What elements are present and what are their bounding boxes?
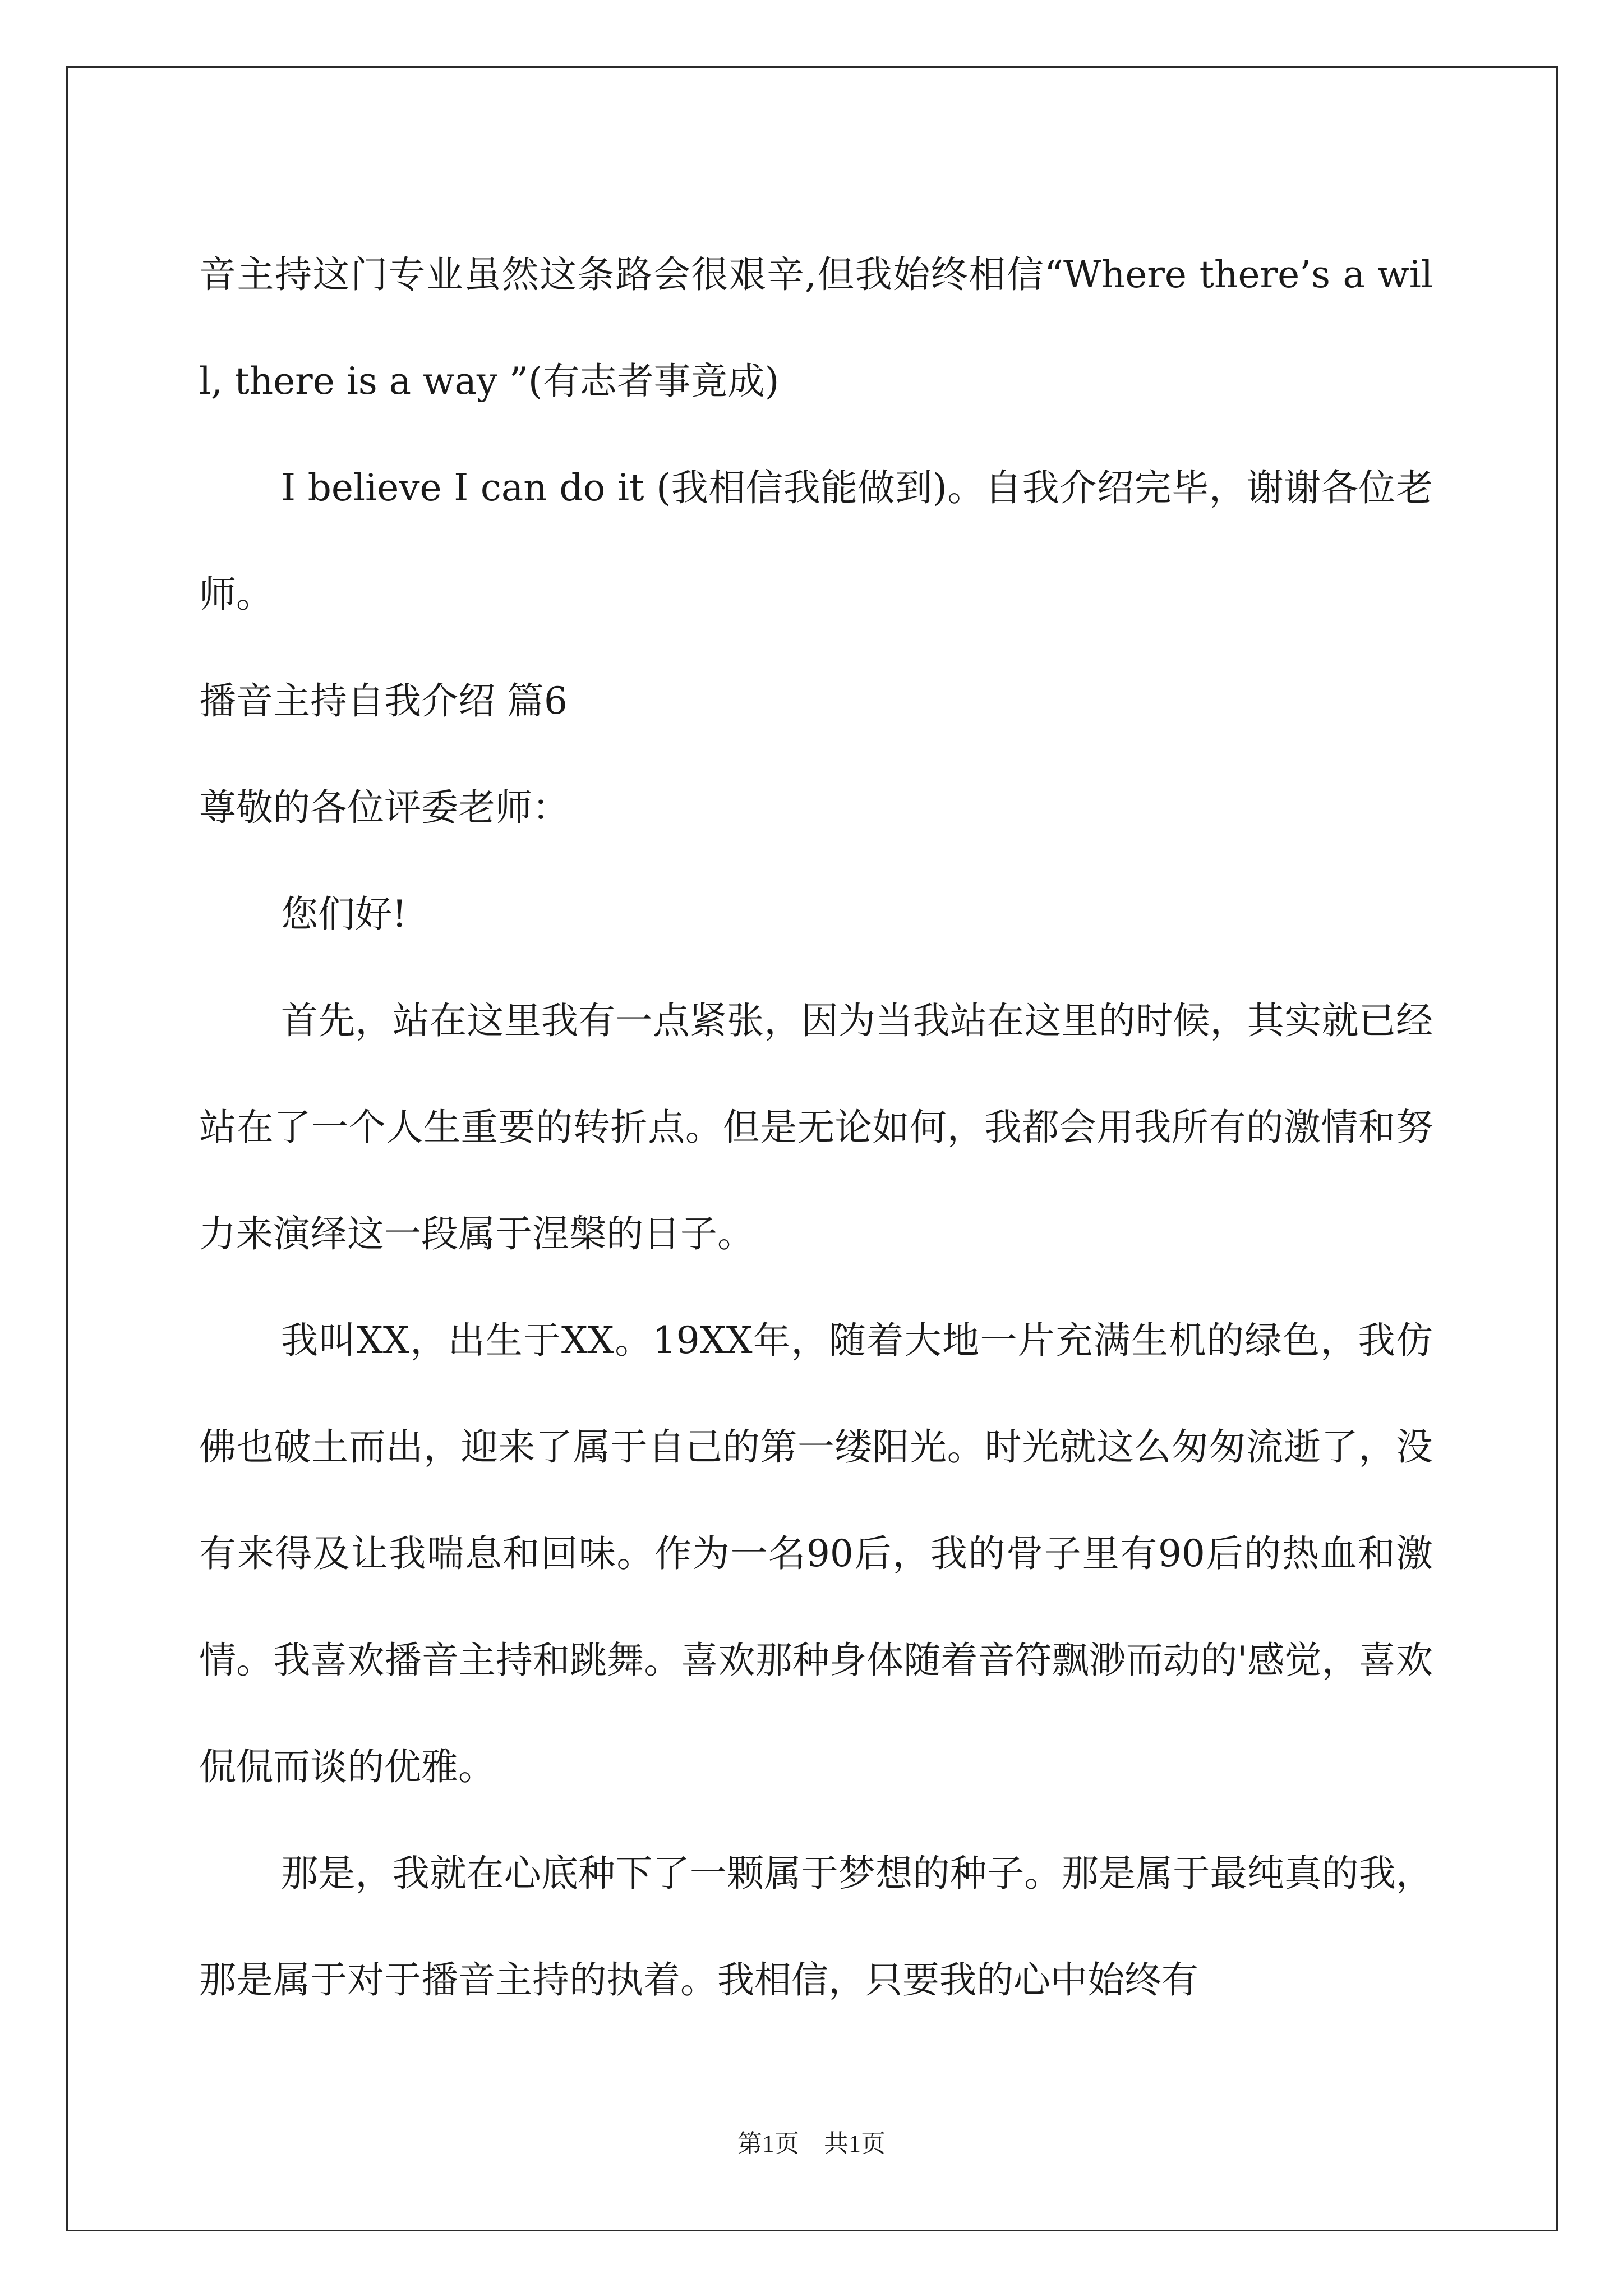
greeting: 您们好!: [281, 892, 407, 936]
paragraph-dream: 那是，我就在心底种下了一颗属于梦想的种子。那是属于最纯真的我，那是属于对于播音主持的执着。我相信，只要我的心中始终有: [199, 1852, 1433, 2001]
section-heading: 播音主持自我介绍 篇6: [199, 679, 568, 723]
paragraph-2: I believe I can do it (我相信我能做到)。自我介绍完毕，谢谢各位老师。: [199, 466, 1433, 616]
document-body: [199, 222, 1433, 2033]
paragraph-intro: 首先，站在这里我有一点紧张，因为当我站在这里的时候，其实就已经站在了一个人生重要的转折点。但是无论如何，我都会用我所有的激情和努力来演绎这一段属于涅槃的日子。: [199, 999, 1433, 1255]
paragraph-1: 音主持这门专业虽然这条路会很艰辛,但我始终相信“Where there’s a will, there is a way ”(有志者事竟成): [199, 253, 1433, 403]
salutation: 尊敬的各位评委老师：: [199, 786, 569, 829]
page-footer: 第1页 共1页: [737, 2130, 886, 2157]
paragraph-background: 我叫XX，出生于XX。19XX年，随着大地一片充满生机的绿色，我仿佛也破土而出，迎来了属于自己的第一缕阳光。时光就这么匆匆流逝了，没有来得及让我喘息和回味。作为一名90后，我的骨子里有90后的热血和激情。我喜欢播音主持和跳舞。喜欢那种身体随着音符飘渺而动的'感觉，喜欢侃侃而谈的优雅。: [199, 1319, 1433, 1788]
